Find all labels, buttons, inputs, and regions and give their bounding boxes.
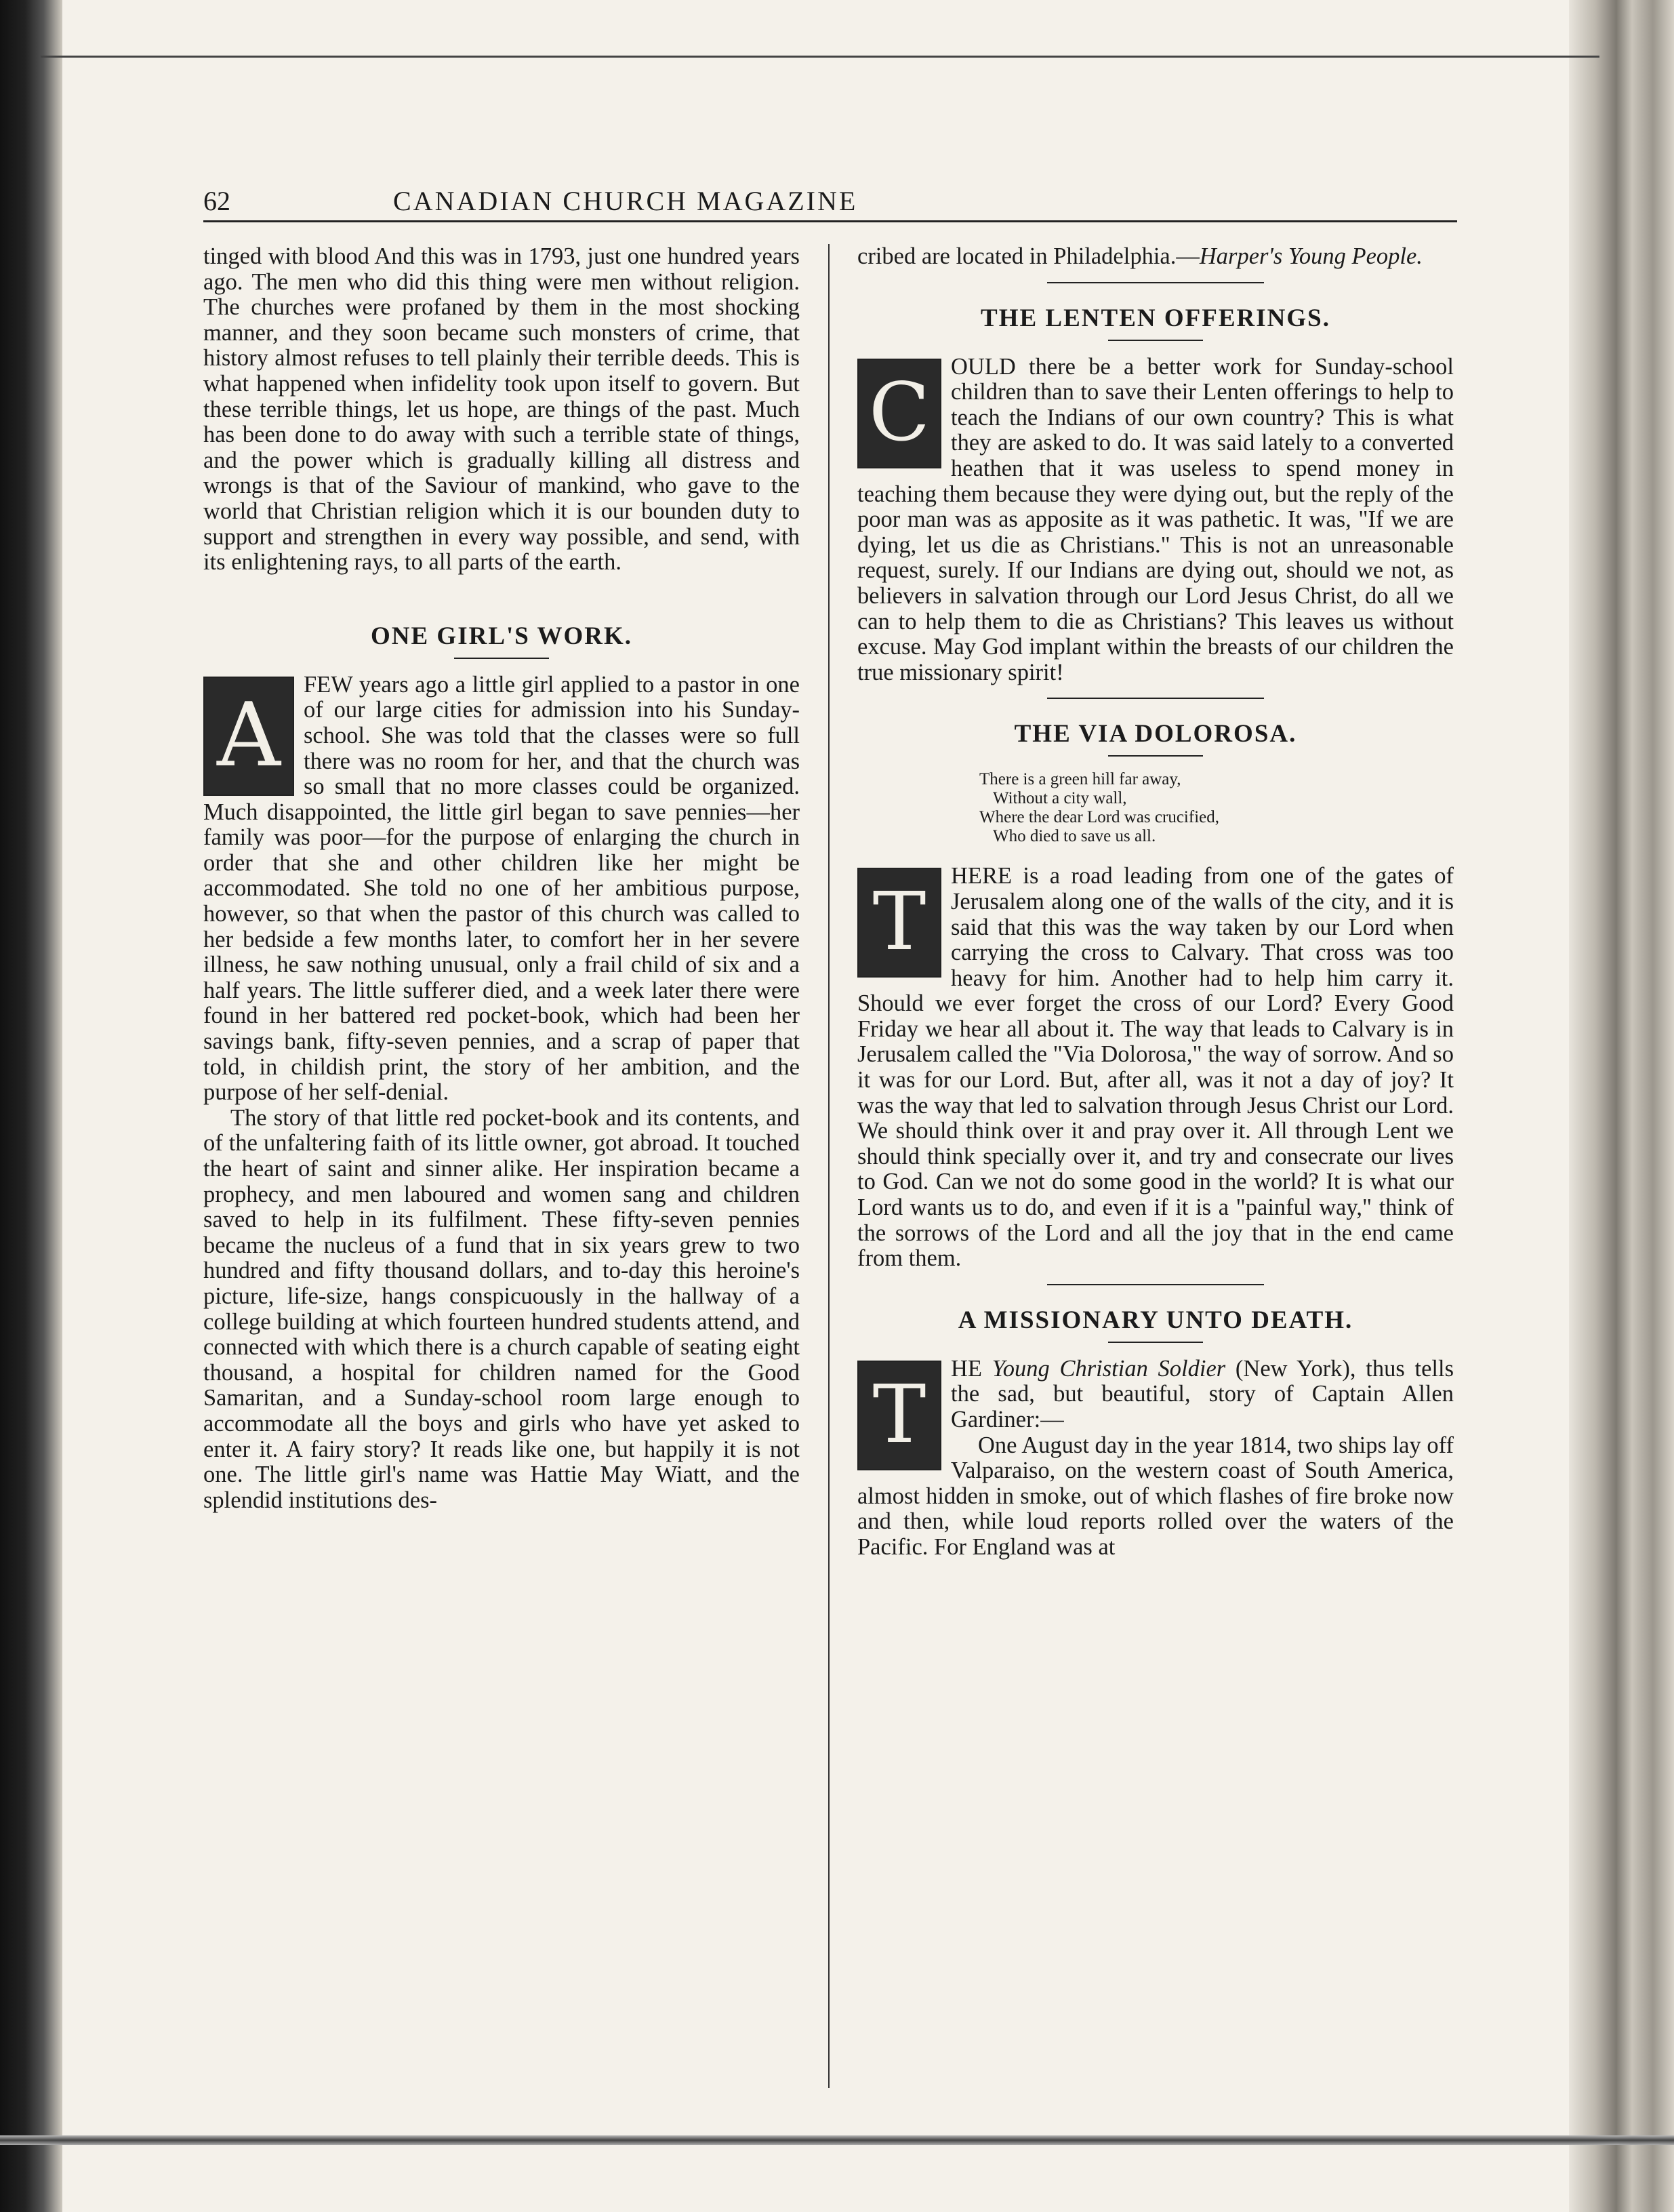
drop-cap-ornament: T [857,868,941,978]
article-paragraph: OULD there be a better work for Sunday-school children than to save their Lenten offerings to help to teach the Indians of our own country? This is what they are asked to do. It was said lately to a converted heathen that it was useless to spend money in teaching them because they were dying out, but the reply of the poor man was as apposite as it was pathetic. It was, "If we are dying, let us die as Christians." This is not an unreasonable request, surely. If our Indians are dying out, should we not, as believers in salvation through our Lord Jesus Christ, do all we can to help them to die as Christians? This leaves us without excuse. May God implant within the breasts of our children the true missionary spirit! [857,353,1454,685]
page-header [203,169,1457,217]
drop-cap-ornament: T [857,1361,941,1470]
continued-paragraph: tinged with blood And this was in 1793, just one hundred years ago. The men who did this thing were men without religion. The churches were profaned by them in the most shocking manner, and they soon became such monsters of crime, that history almost refuses to tell plainly their terrible deeds. This is what happened when infidelity took upon itself to govern. But these terrible things, let us hope, are things of the past. Much has been done to do away with such a terrible state of things, and the power which is gradually killing all distress and wrongs is that of the Saviour of mankind, who gave to the world that Christian religion which it is our bounden duty to support and strengthen in every way possible, and send, with its enlightening rays, to all parts of the earth. [203,244,800,576]
poem-line: Where the dear Lord was crucified, [979,808,1219,827]
scan-edge-top [41,56,1599,58]
section-rule [1047,282,1264,283]
drop-cap-ornament: C [857,359,941,468]
scan-edge-bottom [0,2135,1674,2145]
epigraph-poem [857,770,1454,846]
article-paragraph: One August day in the year 1814, two ships lay off Valparaiso, on the western coast of South America, almost hidden in smoke, out of which flashes of fire broke now and then, while loud reports rolled over the waters of the Pacific. For England was at [857,1432,1454,1560]
article-body-via-dolorosa [857,864,1454,1272]
scan-shadow-right [1569,0,1674,2212]
title-rule [454,658,549,659]
article-body-one-girls-work [203,672,800,1514]
title-rule [1108,340,1203,341]
magazine-page [203,169,1457,2102]
section-rule [1047,698,1264,699]
article-title-one-girls-work: ONE GIRL'S WORK. [371,622,632,650]
page-number: 62 [203,186,230,216]
right-column [857,244,1454,2088]
title-rule [1108,1342,1203,1343]
poem-line: Who died to save us all. [993,827,1156,846]
drop-cap-ornament: A [203,677,294,796]
poem-line: There is a green hill far away, [979,770,1181,789]
article-title-missionary-unto-death: A MISSIONARY UNTO DEATH. [958,1306,1353,1334]
article-title-lenten-offerings: THE LENTEN OFFERINGS. [981,304,1330,332]
article-body-lenten-offerings [857,355,1454,686]
article-paragraph: The story of that little red pocket-book and its contents, and of the unfaltering faith of its little owner, got abroad. It touched the heart of saint and sinner alike. Her inspiration became a prophecy, and men laboured and women sang and children saved to help in its fulfilment. These fifty-seven pennies became the nucleus of a fund that in six years grew to two hundred and fifty thousand dollars, and to-day this heroine's picture, life-size, hangs conspicuously in the hallway of a college building at which fourteen hundred students attend, and connected with which there is a church capable of seating eight thousand, a hospital for children named for the Good Samaritan, and a Sunday-school room large enough to accommodate all the boys and girls who have yet asked to enter it. A fairy story? It reads like one, but happily it is not one. The little girl's name was Hattie May Wiatt, and the splendid institutions des- [203,1104,800,1513]
article-body-missionary [857,1356,1454,1561]
left-column [203,244,800,2088]
column-divider [828,244,830,2088]
scan-shadow-left [0,0,62,2212]
magazine-title: CANADIAN CHURCH MAGAZINE [393,186,858,216]
header-rule [203,220,1457,222]
title-rule [1108,755,1203,757]
section-rule [1047,1284,1264,1285]
article-paragraph: FEW years ago a little girl applied to a pastor in one of our large cities for admission into his Sunday-school. She was told that the classes were so full there was no room for her, and that the church was so small that no more classes could be organized. Much disappointed, the little girl began to save pennies—her family was poor—for the purpose of enlarging the church in order that she and other children like her might be accommodated. She told no one of her ambitious purpose, however, so that when the pastor of this church was called to her bedside a few months later, to comfort her in her severe illness, he saw nothing unusual, only a frail child of six and a half years. The little sufferer died, and a week later there were found in her battered red pocket-book, which had been her savings bank, fifty-seven pennies, and a scrap of paper that told, in childish print, the story of her ambition, and the purpose of her self-denial. [203,671,800,1106]
article-paragraph: HERE is a road leading from one of the gates of Jerusalem along one of the walls of the city, and it is said that this was the way taken by our Lord when carrying the cross to Calvary. That cross was too heavy for him. Another had to help him carry it. Should we ever forget the cross of our Lord? Every Good Friday we hear all about it. The way that leads to Calvary is in Jerusalem called the "Via Dolorosa," the way of sorrow. And so it was for our Lord. But, after all, was it not a day of joy? It was the way that led to salvation through Jesus Christ our Lord. We should think over it and pray over it. All through Lent we should think specially over it, and try and consecrate our lives to God. Can we not do some good in the world? It is what our Lord wants us to do, and even if it is a "painful way," think of the sorrows of the Lord and all the joy that in the end came from them. [857,863,1454,1272]
continued-paragraph: cribed are located in Philadelphia.—Harper's Young People. [857,244,1423,269]
source-citation: Young Christian Soldier [992,1355,1226,1382]
article-title-via-dolorosa: THE VIA DOLOROSA. [1014,720,1297,748]
poem-line: Without a city wall, [993,789,1127,808]
source-citation: Harper's Young People. [1199,244,1423,269]
article-paragraph: HE Young Christian Soldier (New York), thus tells the sad, but beautiful, story of Captain Allen Gardiner:— [951,1355,1454,1432]
